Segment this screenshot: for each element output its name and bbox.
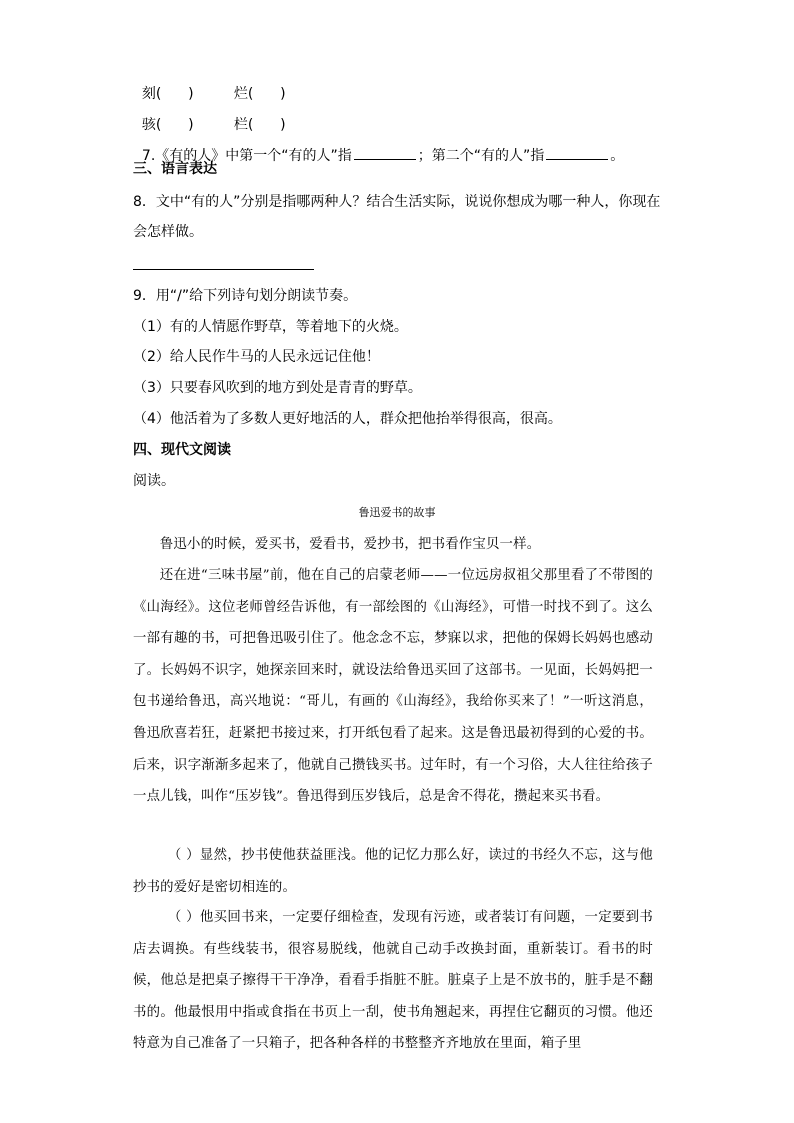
q7-answer-blank-1[interactable] bbox=[354, 147, 416, 160]
char-pair-right: 烂( ) bbox=[233, 86, 286, 102]
read-label: 阅读。 bbox=[133, 473, 175, 489]
q9-item-3: （3）只要春风吹到的地方到处是青青的野草。 bbox=[133, 380, 422, 396]
story-paragraph-2: 还在进“三味书屋”前，他在自己的启蒙老师——一位远房叔祖父那里看了不带图的《山海经》。这位老师曾经告诉他，有一部绘图的《山海经》，可惜一时找不到了。这么一部有趣的书，可把鲁迅吸引住了。他念念不忘，梦寐以求，把他的保姆长妈妈也感动了。长妈妈不识字，她探亲回来时，就设法给鲁迅买回了这部书。一见面，长妈妈把一包书递给鲁迅，高兴地说：“哥儿，有画的《山海经》，我给你买来了！”一听这消息，鲁迅欣喜若狂，赶紧把书接过来，打开纸包看了起来。这是鲁迅最初得到的心爱的书。后来，识字渐渐多起来了，他就自己攒钱买书。过年时，有一个习俗，大人往往给孩子一点儿钱，叫作“压岁钱”。鲁迅得到压岁钱后，总是舍不得花，攒起来买书看。 bbox=[133, 568, 653, 805]
q7-text-3: 。 bbox=[610, 148, 625, 164]
story-paragraph-4: （ ）他买回书来，一定要仔细检查，发现有污迹，或者装订有问题，一定要到书店去调换。有些线装书，很容易脱线，他就自己动手改换封面，重新装订。看书的时候，他总是把桌子擦得干干净净，看看手指脏不脏。脏桌子上是不放书的，脏手是不翻书的。他最恨用中指或食指在书页上一刮，使书角翘起来，再捏住它翻页的习惯。他还特意为自己准备了一只箱子，把各种各样的书整整齐齐地放在里面，箱子里 bbox=[133, 910, 653, 1052]
q8-answer-line[interactable] bbox=[133, 269, 314, 270]
section-heading-3: 三、语言表达 bbox=[133, 161, 217, 177]
story-paragraph-3: （ ）显然，抄书使他获益匪浅。他的记忆力那么好，读过的书经久不忘，这与他抄书的爱好是密切相连的。 bbox=[133, 848, 653, 895]
q9-item-1: （1）有的人情愿作野草，等着地下的火烧。 bbox=[133, 319, 408, 335]
section-heading-4: 四、现代文阅读 bbox=[133, 442, 231, 458]
q7-text-2: ；第二个“有的人”指 bbox=[417, 148, 545, 164]
question-8-line-2: 会怎样做。 bbox=[133, 224, 203, 240]
char-pair-right: 栏( ) bbox=[233, 117, 286, 133]
q7-answer-blank-2[interactable] bbox=[546, 147, 608, 160]
question-9-intro: 9．用“/”给下列诗句划分朗读节奏。 bbox=[133, 288, 358, 304]
q7-text-1: 7.《有的人》中第一个“有的人”指 bbox=[141, 148, 352, 164]
char-pair-left: 刻( ) bbox=[141, 86, 194, 102]
q9-item-2: （2）给人民作牛马的人民永远记住他！ bbox=[133, 349, 380, 365]
story-paragraph-1: 鲁迅小的时候，爱买书，爱看书，爱抄书，把书看作宝贝一样。 bbox=[159, 537, 541, 552]
q9-item-4: （4）他活着为了多数人更好地活的人，群众把他抬举得很高，很高。 bbox=[133, 411, 562, 427]
story-title: 鲁迅爱书的故事 bbox=[358, 506, 436, 519]
char-pair-left: 骇( ) bbox=[141, 117, 194, 133]
question-8-line-1: 8．文中“有的人”分别是指哪两种人？结合生活实际，说说你想成为哪一种人，你现在 bbox=[133, 194, 661, 210]
